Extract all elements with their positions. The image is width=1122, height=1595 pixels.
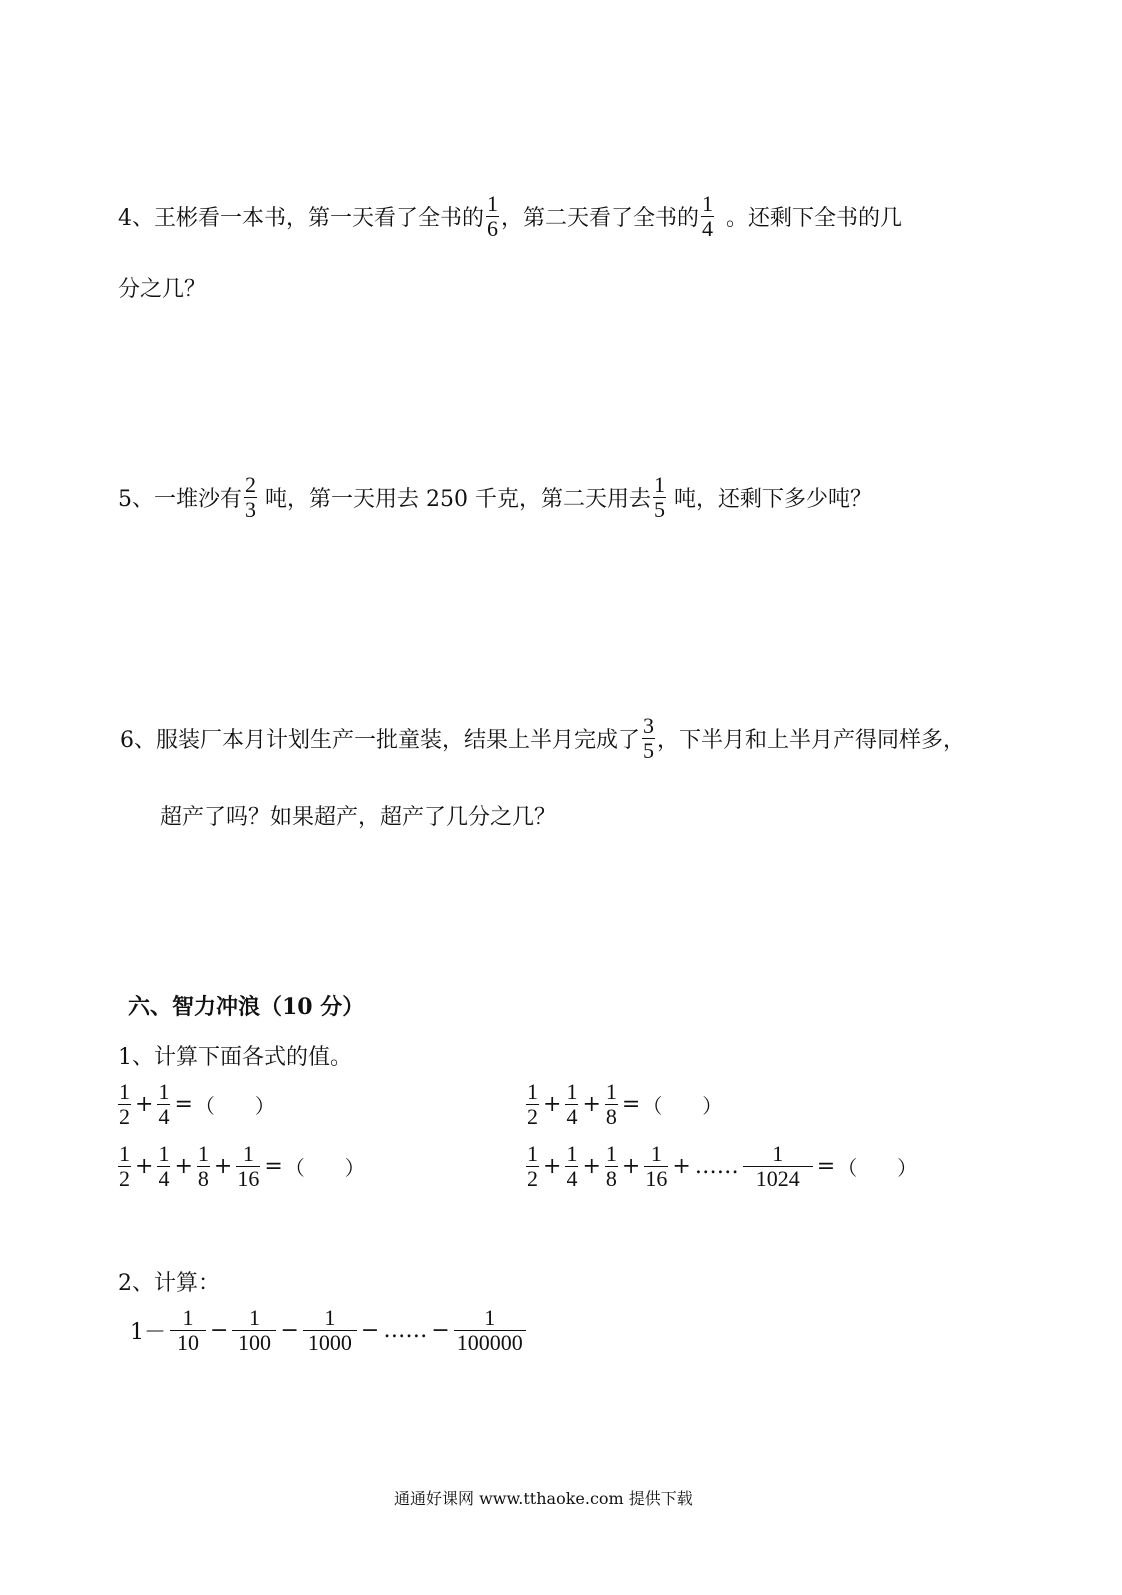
fraction-1-1000	[303, 1306, 357, 1355]
equals-sign: =	[816, 1154, 836, 1179]
q5-text-a: 5、一堆沙有	[118, 487, 242, 512]
ellipsis: ……	[694, 1154, 739, 1179]
fraction-denominator: 4	[566, 1104, 578, 1129]
fraction-numerator: 1	[605, 1079, 617, 1104]
fraction-numerator: 2	[245, 472, 256, 497]
fraction-1-2	[526, 1080, 539, 1129]
section-6-heading: 六、智力冲浪（10 分）	[128, 994, 365, 1020]
question-6-line1	[120, 714, 965, 763]
answer-blank: （ ）	[284, 1156, 365, 1180]
minus-sign: −	[431, 1318, 450, 1343]
fraction-1-10	[170, 1306, 206, 1355]
fraction-denominator: 8	[605, 1166, 617, 1191]
q4-fraction-1	[486, 192, 499, 241]
fraction-denominator: 2	[527, 1166, 538, 1191]
minus-sign: −	[280, 1318, 299, 1343]
fraction-denominator: 100000	[456, 1330, 523, 1355]
answer-blank: （ ）	[642, 1094, 723, 1118]
fraction-1-8	[605, 1142, 618, 1191]
fraction-numerator: 1	[158, 1141, 170, 1166]
q6-fraction-1	[642, 714, 655, 763]
expression-d	[524, 1142, 917, 1191]
fraction-numerator: 1	[653, 472, 665, 497]
page-footer: 通通好课网 www.tthaoke.com 提供下载	[394, 1489, 693, 1508]
fraction-1-4	[157, 1142, 170, 1191]
fraction-1-2	[118, 1080, 131, 1129]
equals-sign: =	[264, 1154, 283, 1179]
q4-fraction-2	[701, 192, 714, 241]
q6-text-b: ，下半月和上半月产得同样多，	[657, 728, 966, 753]
fraction-denominator: 100	[237, 1330, 271, 1355]
fraction-numerator: 1	[242, 1141, 254, 1166]
q5-text-b: 吨，第一天用去 250 千克，第二天用去	[265, 487, 651, 512]
plus-sign: +	[672, 1154, 691, 1179]
fraction-1-2	[118, 1142, 131, 1191]
plus-sign: +	[135, 1154, 154, 1179]
fraction-denominator: 4	[158, 1166, 170, 1191]
fraction-denominator: 2	[527, 1104, 538, 1129]
fraction-numerator: 1	[527, 1141, 538, 1166]
answer-blank: （ ）	[837, 1156, 918, 1180]
fraction-denominator: 2	[119, 1104, 130, 1129]
fraction-numerator: 1	[158, 1079, 170, 1104]
equals-sign: =	[174, 1092, 193, 1117]
question-5	[118, 473, 872, 522]
fraction-1-2	[526, 1142, 539, 1191]
fraction-denominator: 16	[645, 1166, 668, 1191]
fraction-numerator: 1	[197, 1141, 209, 1166]
q4-text-c: 。还剩下全书的几	[726, 206, 903, 231]
plus-sign: +	[213, 1154, 233, 1179]
plus-sign: +	[543, 1092, 562, 1117]
fraction-denominator: 3	[245, 497, 256, 522]
fraction-1-4	[157, 1080, 170, 1129]
part-1-title: 1、计算下面各式的值。	[118, 1045, 352, 1070]
fraction-numerator: 1	[248, 1305, 260, 1330]
part-2-title: 2、计算：	[118, 1271, 220, 1296]
q4-text-a: 4、王彬看一本书，第一天看了全书的	[118, 206, 484, 231]
equals-sign: =	[621, 1092, 641, 1117]
fraction-numerator: 1	[527, 1079, 538, 1104]
fraction-denominator: 4	[158, 1104, 170, 1129]
fraction-denominator: 8	[197, 1166, 209, 1191]
fraction-denominator: 1024	[755, 1166, 800, 1191]
expression-b	[524, 1080, 722, 1129]
fraction-numerator: 1	[566, 1079, 578, 1104]
answer-blank: （ ）	[194, 1094, 275, 1118]
fraction-numerator: 1	[119, 1141, 130, 1166]
question-4-line1	[118, 192, 902, 241]
plus-sign: +	[582, 1154, 601, 1179]
expression-e	[128, 1306, 528, 1355]
ellipsis: ……	[383, 1318, 428, 1343]
fraction-denominator: 5	[653, 497, 665, 522]
plus-sign: +	[174, 1154, 193, 1179]
minus-sign: −	[210, 1318, 229, 1343]
fraction-1-8	[605, 1080, 618, 1129]
fraction-1-16	[644, 1142, 668, 1191]
q4-text-b: ，第二天看了全书的	[501, 206, 700, 231]
fraction-numerator: 1	[702, 191, 714, 216]
fraction-denominator: 10	[177, 1330, 199, 1355]
question-6-line2: 超产了吗？如果超产，超产了几分之几？	[160, 805, 557, 830]
fraction-1-16	[236, 1142, 260, 1191]
plus-sign: +	[582, 1092, 601, 1117]
fraction-numerator: 1	[566, 1141, 578, 1166]
plus-sign: +	[543, 1154, 562, 1179]
fraction-numerator: 1	[487, 191, 498, 216]
fraction-denominator: 16	[237, 1166, 260, 1191]
plus-sign: +	[135, 1092, 154, 1117]
fraction-denominator: 5	[643, 738, 654, 763]
fraction-1-100	[232, 1306, 276, 1355]
fraction-numerator: 1	[182, 1305, 194, 1330]
q5-text-c: 吨，还剩下多少吨？	[673, 487, 872, 512]
one-minus: 1－	[130, 1320, 166, 1345]
fraction-1-4	[565, 1142, 578, 1191]
q5-fraction-1	[244, 473, 257, 522]
fraction-denominator: 4	[566, 1166, 578, 1191]
fraction-numerator: 1	[605, 1141, 617, 1166]
fraction-numerator: 1	[484, 1305, 496, 1330]
fraction-numerator: 3	[643, 713, 654, 738]
q5-fraction-2	[653, 473, 666, 522]
expression-c	[116, 1142, 365, 1191]
fraction-1-100000	[454, 1306, 526, 1355]
fraction-1-4	[565, 1080, 578, 1129]
fraction-denominator: 2	[119, 1166, 130, 1191]
fraction-numerator: 1	[650, 1141, 662, 1166]
q6-text-a: 6、服装厂本月计划生产一批童装，结果上半月完成了	[120, 728, 640, 753]
question-4-line2: 分之几？	[118, 277, 207, 302]
fraction-denominator: 1000	[307, 1330, 352, 1355]
fraction-numerator: 1	[119, 1079, 130, 1104]
expression-a	[116, 1080, 275, 1129]
fraction-numerator: 1	[324, 1305, 336, 1330]
fraction-1-8	[197, 1142, 210, 1191]
minus-sign: −	[360, 1318, 380, 1343]
fraction-numerator: 1	[772, 1141, 784, 1166]
fraction-denominator: 6	[487, 216, 498, 241]
fraction-denominator: 8	[605, 1104, 617, 1129]
plus-sign: +	[621, 1154, 641, 1179]
fraction-1-1024	[743, 1142, 813, 1191]
fraction-denominator: 4	[702, 216, 714, 241]
